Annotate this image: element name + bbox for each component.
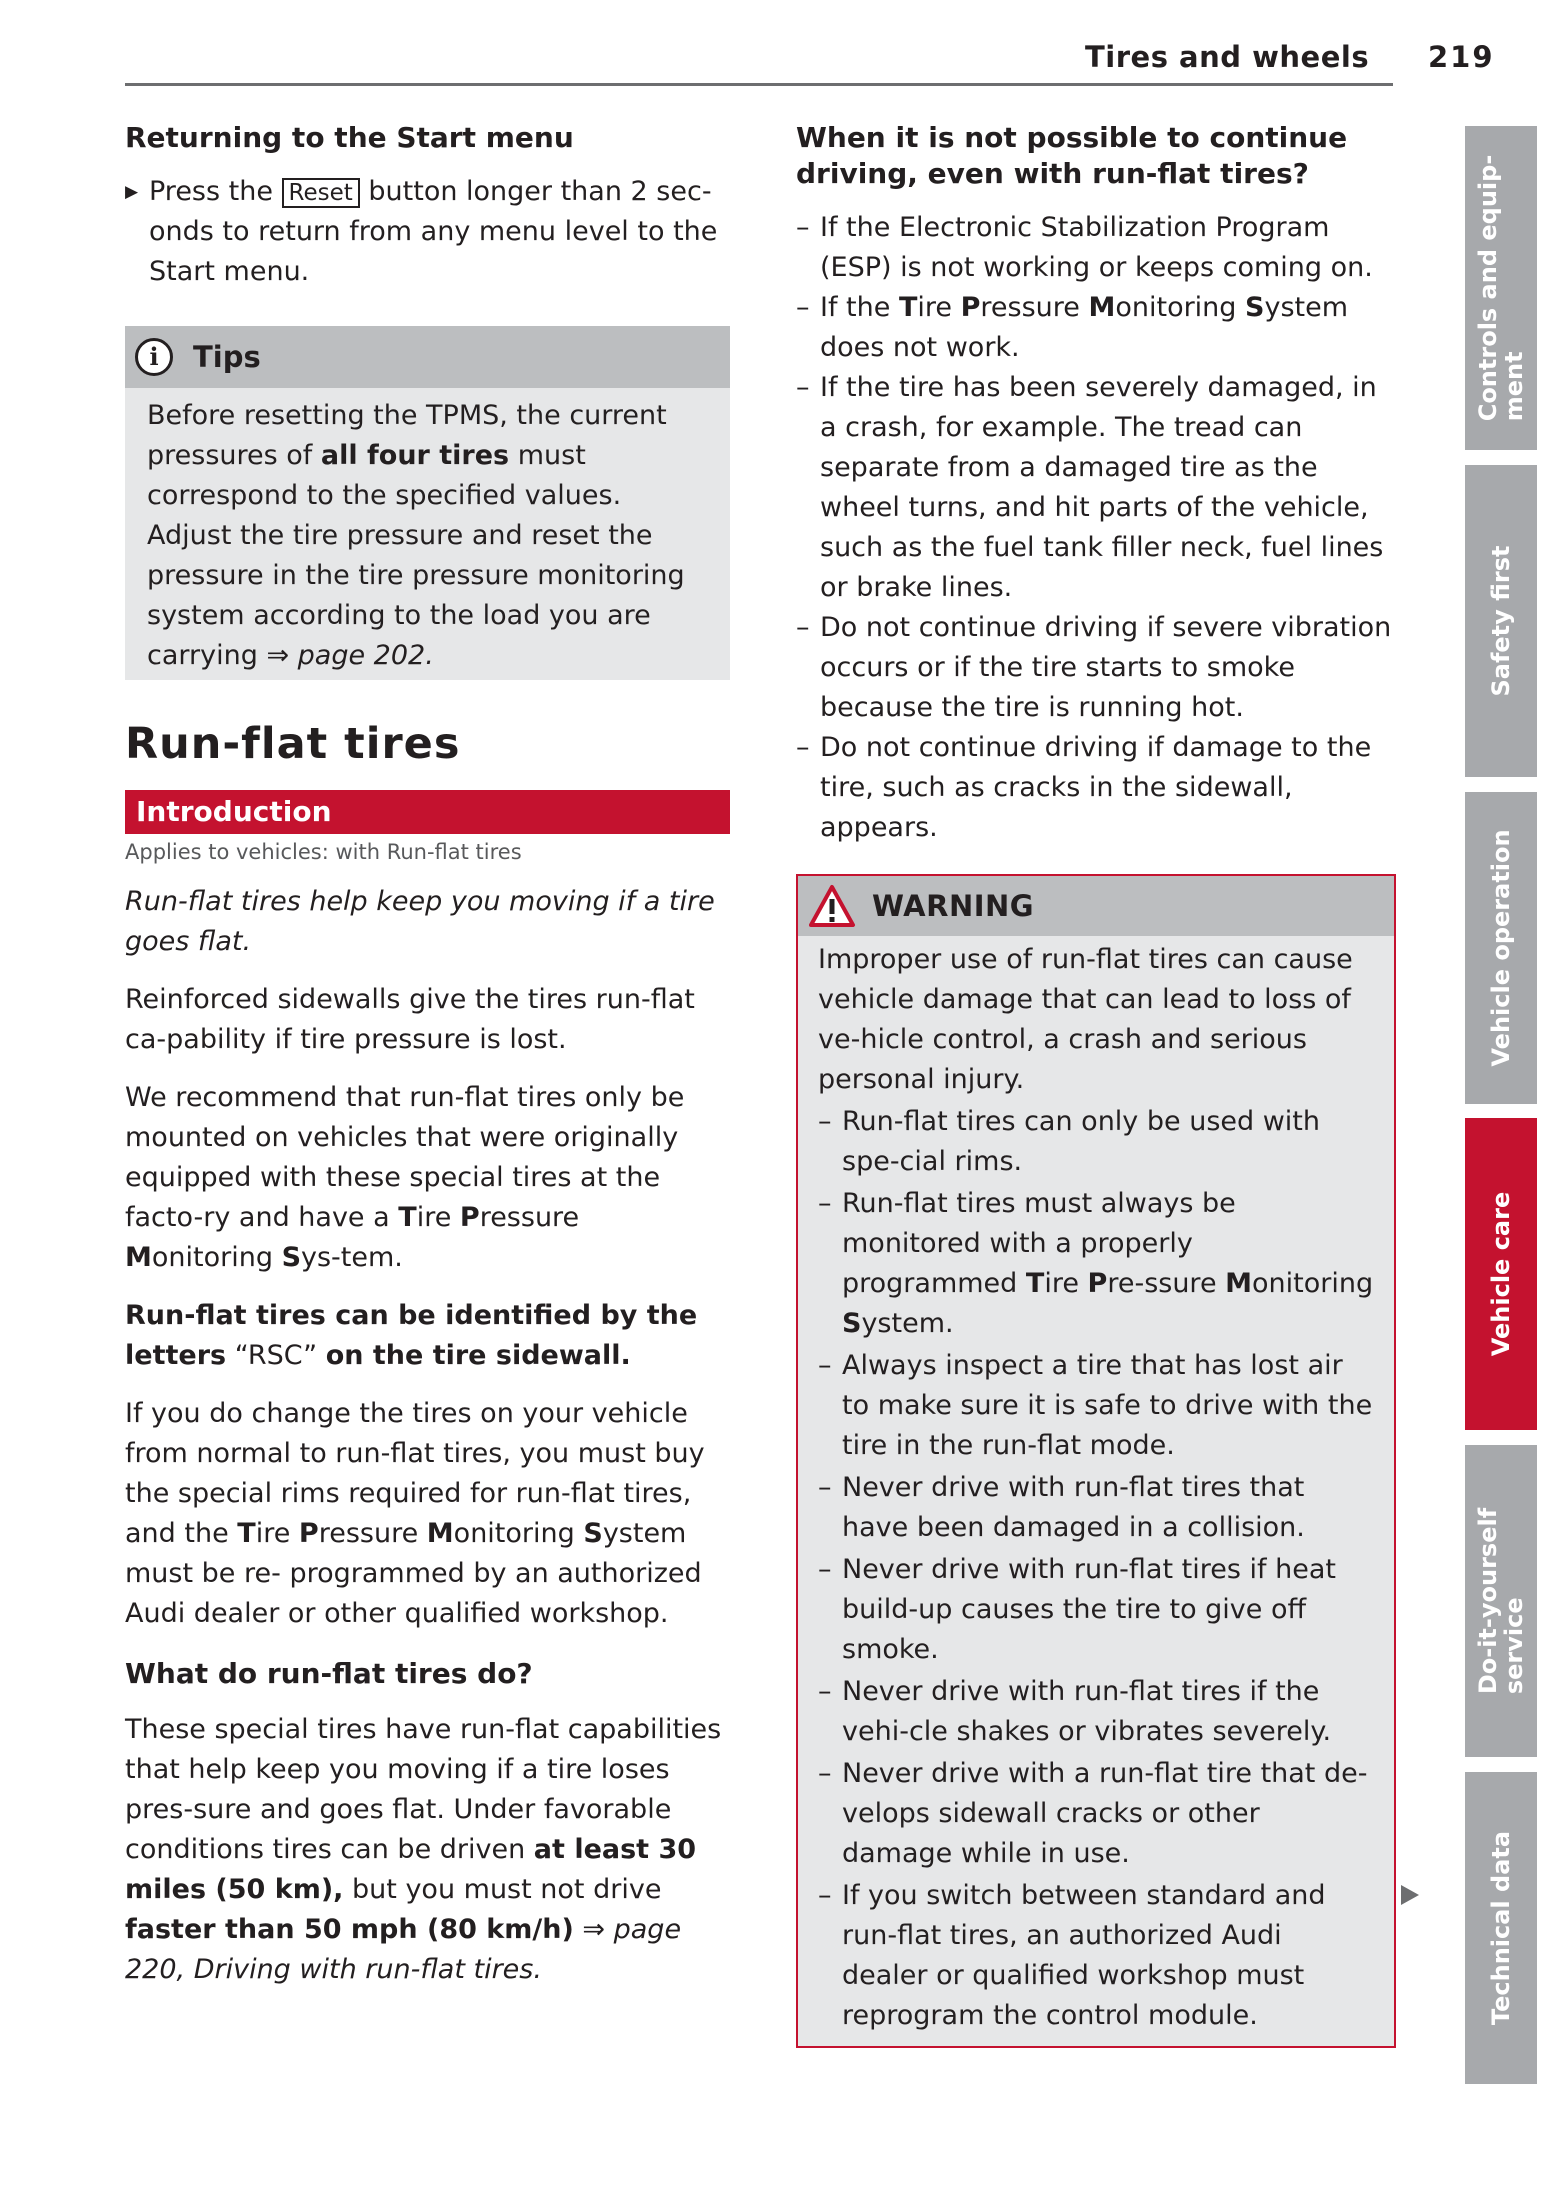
- tab-label: Controls and equip-: [1474, 154, 1502, 422]
- introduction-bar: Introduction: [125, 790, 730, 834]
- warning-item: – If you switch between standard and run-flat tires, an authorized Audi dealer or qualified workshop must reprogram the control module.: [818, 1880, 1326, 2031]
- p5-text-a: These special tires have run-flat capabilities that help keep you moving if a tire loses pres-sure and goes flat. Under favorable conditions tires can be driven: [125, 1714, 722, 1865]
- paragraph-capabilities: [125, 1710, 730, 1990]
- warning-item: – Never drive with run-flat tires that have been damaged in a collision.: [818, 1472, 1305, 1543]
- section-title: Run-flat tires: [125, 719, 461, 769]
- tab-label: Safety first: [1487, 545, 1515, 697]
- p5-page-ref: ⇒ page 220, Driving with run-flat tires.: [125, 1914, 682, 1985]
- list-item: – If the Tire Pressure Monitoring System does not work.: [796, 292, 1349, 363]
- p4-text-a: If you do change the tires on your vehicle from normal to run-flat tires, you must buy the special rims required for run-flat tires, and the: [125, 1398, 705, 1549]
- p3-bold-a: Run-flat tires can be identified by the letters: [125, 1300, 698, 1371]
- warning-item: – Run-flat tires can only be used with spe-cial rims.: [818, 1106, 1320, 1177]
- warning-item: – Never drive with run-flat tires if heat build-up causes the tire to give off smoke.: [818, 1554, 1336, 1665]
- tab-label-line2: service: [1500, 1597, 1528, 1695]
- return-text-a: Press the: [149, 176, 273, 207]
- return-instruction: [125, 172, 730, 292]
- p4-text-b: programmed by an authorized Audi dealer or other qualified workshop.: [125, 1558, 702, 1629]
- p2-tpms: Tire Pressure Monitoring Sys-tem.: [125, 1202, 580, 1273]
- p3-bold-b: on the tire sidewall.: [325, 1340, 631, 1371]
- warning-item: – Always inspect a tire that has lost air to make sure it is safe to drive with the tire in the run-flat mode.: [818, 1350, 1373, 1461]
- tab-label: Do-it-yourself: [1474, 1507, 1502, 1695]
- applies-to-note: Applies to vehicles: with Run-flat tires: [125, 840, 522, 864]
- p5-text-b: but you must not drive: [352, 1874, 662, 1905]
- tab-vehicle-care[interactable]: [1465, 1118, 1537, 1430]
- p4-tpms: Tire Pressure Monitoring System must be re-: [125, 1518, 687, 1589]
- tab-label: Technical data: [1487, 1830, 1515, 2026]
- header-rule: [125, 83, 1393, 86]
- p5-bold-b: faster than 50 mph (80 km/h): [125, 1914, 574, 1945]
- list-item: – Do not continue driving if damage to the tire, such as cracks in the sidewall, appears.: [796, 732, 1372, 843]
- list-item: – If the tire has been severely damaged, in a crash, for example. The tread can separate from a damaged tire as the wheel turns, and hit parts of the vehicle, such as the fuel tank filler neck, fuel lines or brake lines.: [796, 372, 1384, 603]
- warning-item: – Never drive with run-flat tires if the vehi-cle shakes or vibrates severely.: [818, 1676, 1332, 1747]
- info-icon: i: [135, 338, 173, 376]
- return-text-c: onds to return from any menu level to the Start menu.: [149, 216, 718, 287]
- what-do-heading: What do run-flat tires do?: [125, 1657, 533, 1690]
- tips-text: [125, 388, 730, 680]
- tips-text-b: must correspond to the specified values. Adjust the tire pressure and reset the pressure in the tire pressure monitoring system according to the load you are carrying: [147, 440, 685, 671]
- warning-box: [796, 874, 1396, 2048]
- tips-text-a: Before resetting the TPMS, the current pressures of: [147, 400, 667, 471]
- warning-title: WARNING: [872, 889, 1035, 923]
- triangle-right-icon: [1401, 1885, 1419, 1905]
- warning-item: – Run-flat tires must always be monitored with a properly programmed Tire Pre-ssure Monitoring System.: [818, 1188, 1374, 1339]
- paragraph-identify: [125, 1296, 730, 1376]
- tab-vehicle-operation[interactable]: [1465, 792, 1537, 1104]
- tips-header: [125, 326, 730, 388]
- tab-safety-first[interactable]: [1465, 465, 1537, 777]
- warning-header: [798, 876, 1394, 936]
- paragraph-recommend: [125, 1078, 730, 1278]
- p2-text: We recommend that run-flat tires only be mounted on vehicles that were originally equipped with these special tires at the facto-ry and have a: [125, 1082, 685, 1233]
- tab-label: Vehicle operation: [1487, 829, 1515, 1067]
- tab-label-line2: ment: [1500, 351, 1528, 422]
- warning-item: – Never drive with a run-flat tire that de-velops sidewall cracks or other damage while in use.: [818, 1758, 1368, 1869]
- list-item: – Do not continue driving if severe vibration occurs or if the tire starts to smoke because the tire is running hot.: [796, 612, 1392, 723]
- p3-quote: “RSC”: [234, 1340, 318, 1371]
- page-number: 219: [1428, 40, 1495, 74]
- right-column: [796, 120, 1396, 2048]
- list-item: – If the Electronic Stabilization Program (ESP) is not working or keeps coming on.: [796, 212, 1373, 283]
- bullet-arrow-icon: ▶: [125, 182, 139, 202]
- p5-bold-a: at least 30 miles (50 km),: [125, 1834, 697, 1905]
- left-column: [125, 120, 730, 1990]
- return-instruction-text: [149, 172, 730, 292]
- warning-body: [798, 936, 1394, 2046]
- tab-do-it-yourself-service[interactable]: [1465, 1445, 1537, 1757]
- not-possible-heading: When it is not possible to continue driving, even with run-flat tires?: [796, 121, 1348, 190]
- tab-technical-data[interactable]: [1465, 1772, 1537, 2084]
- return-text-b: button longer than 2 sec-: [368, 176, 712, 207]
- tips-box: [125, 326, 730, 680]
- running-header-title: Tires and wheels: [1085, 40, 1370, 74]
- warning-triangle-icon: [808, 884, 856, 928]
- tips-text-bold: all four tires: [320, 440, 510, 471]
- paragraph-change-tires: [125, 1394, 730, 1634]
- paragraph-sidewalls: Reinforced sidewalls give the tires run-flat ca-pability if tire pressure is lost.: [125, 984, 695, 1055]
- tips-page-ref: ⇒ page 202.: [266, 640, 434, 671]
- warning-intro: Improper use of run-flat tires can cause vehicle damage that can lead to loss of ve-hicle control, a crash and serious personal injury.: [818, 944, 1353, 1095]
- tips-title: Tips: [193, 340, 261, 374]
- return-start-menu-heading: Returning to the Start menu: [125, 121, 574, 154]
- conditions-list: [796, 208, 1396, 848]
- tab-label: Vehicle care: [1487, 1191, 1515, 1357]
- tab-controls-and-equipment[interactable]: [1465, 126, 1537, 450]
- intro-italic-text: Run-flat tires help keep you moving if a tire goes flat.: [125, 886, 715, 957]
- reset-button-key: Reset: [282, 178, 360, 208]
